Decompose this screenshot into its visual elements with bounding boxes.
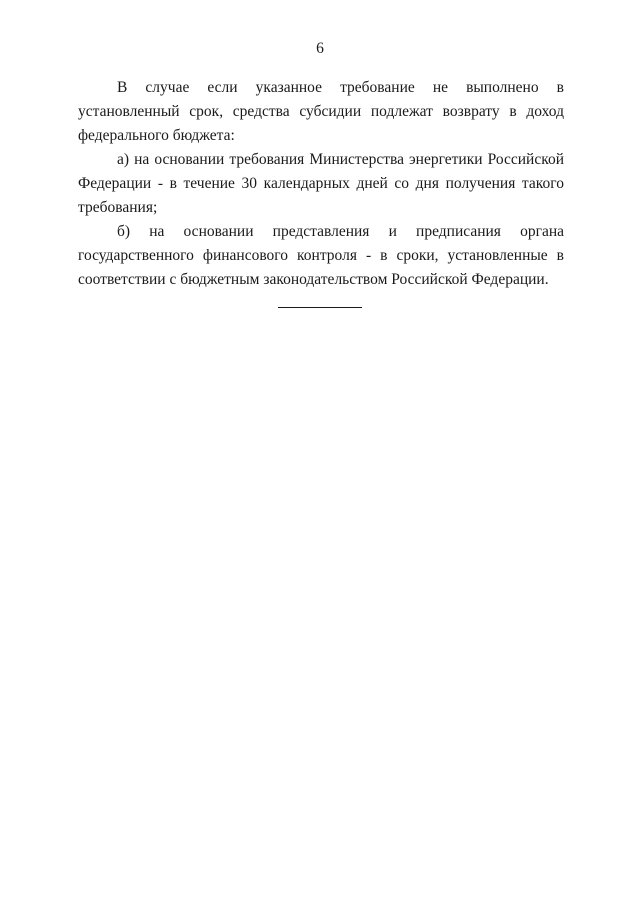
- page-number: 6: [316, 40, 324, 57]
- paragraph-item-b: б) на основании представления и предписания органа государственного финансового контроля - в сроки, установленные в соответствии с бюджетным законодательством Российской Федерации.: [78, 223, 564, 288]
- paragraph-item-a: а) на основании требования Министерства энергетики Российской Федерации - в течение 30 календарных дней со дня получения такого требования;: [78, 151, 564, 216]
- document-body: [78, 76, 564, 292]
- end-of-document-rule: [278, 307, 362, 308]
- paragraph-refund-condition: В случае если указанное требование не выполнено в установленный срок, средства субсидии подлежат возврату в доход федерального бюджета:: [78, 79, 564, 144]
